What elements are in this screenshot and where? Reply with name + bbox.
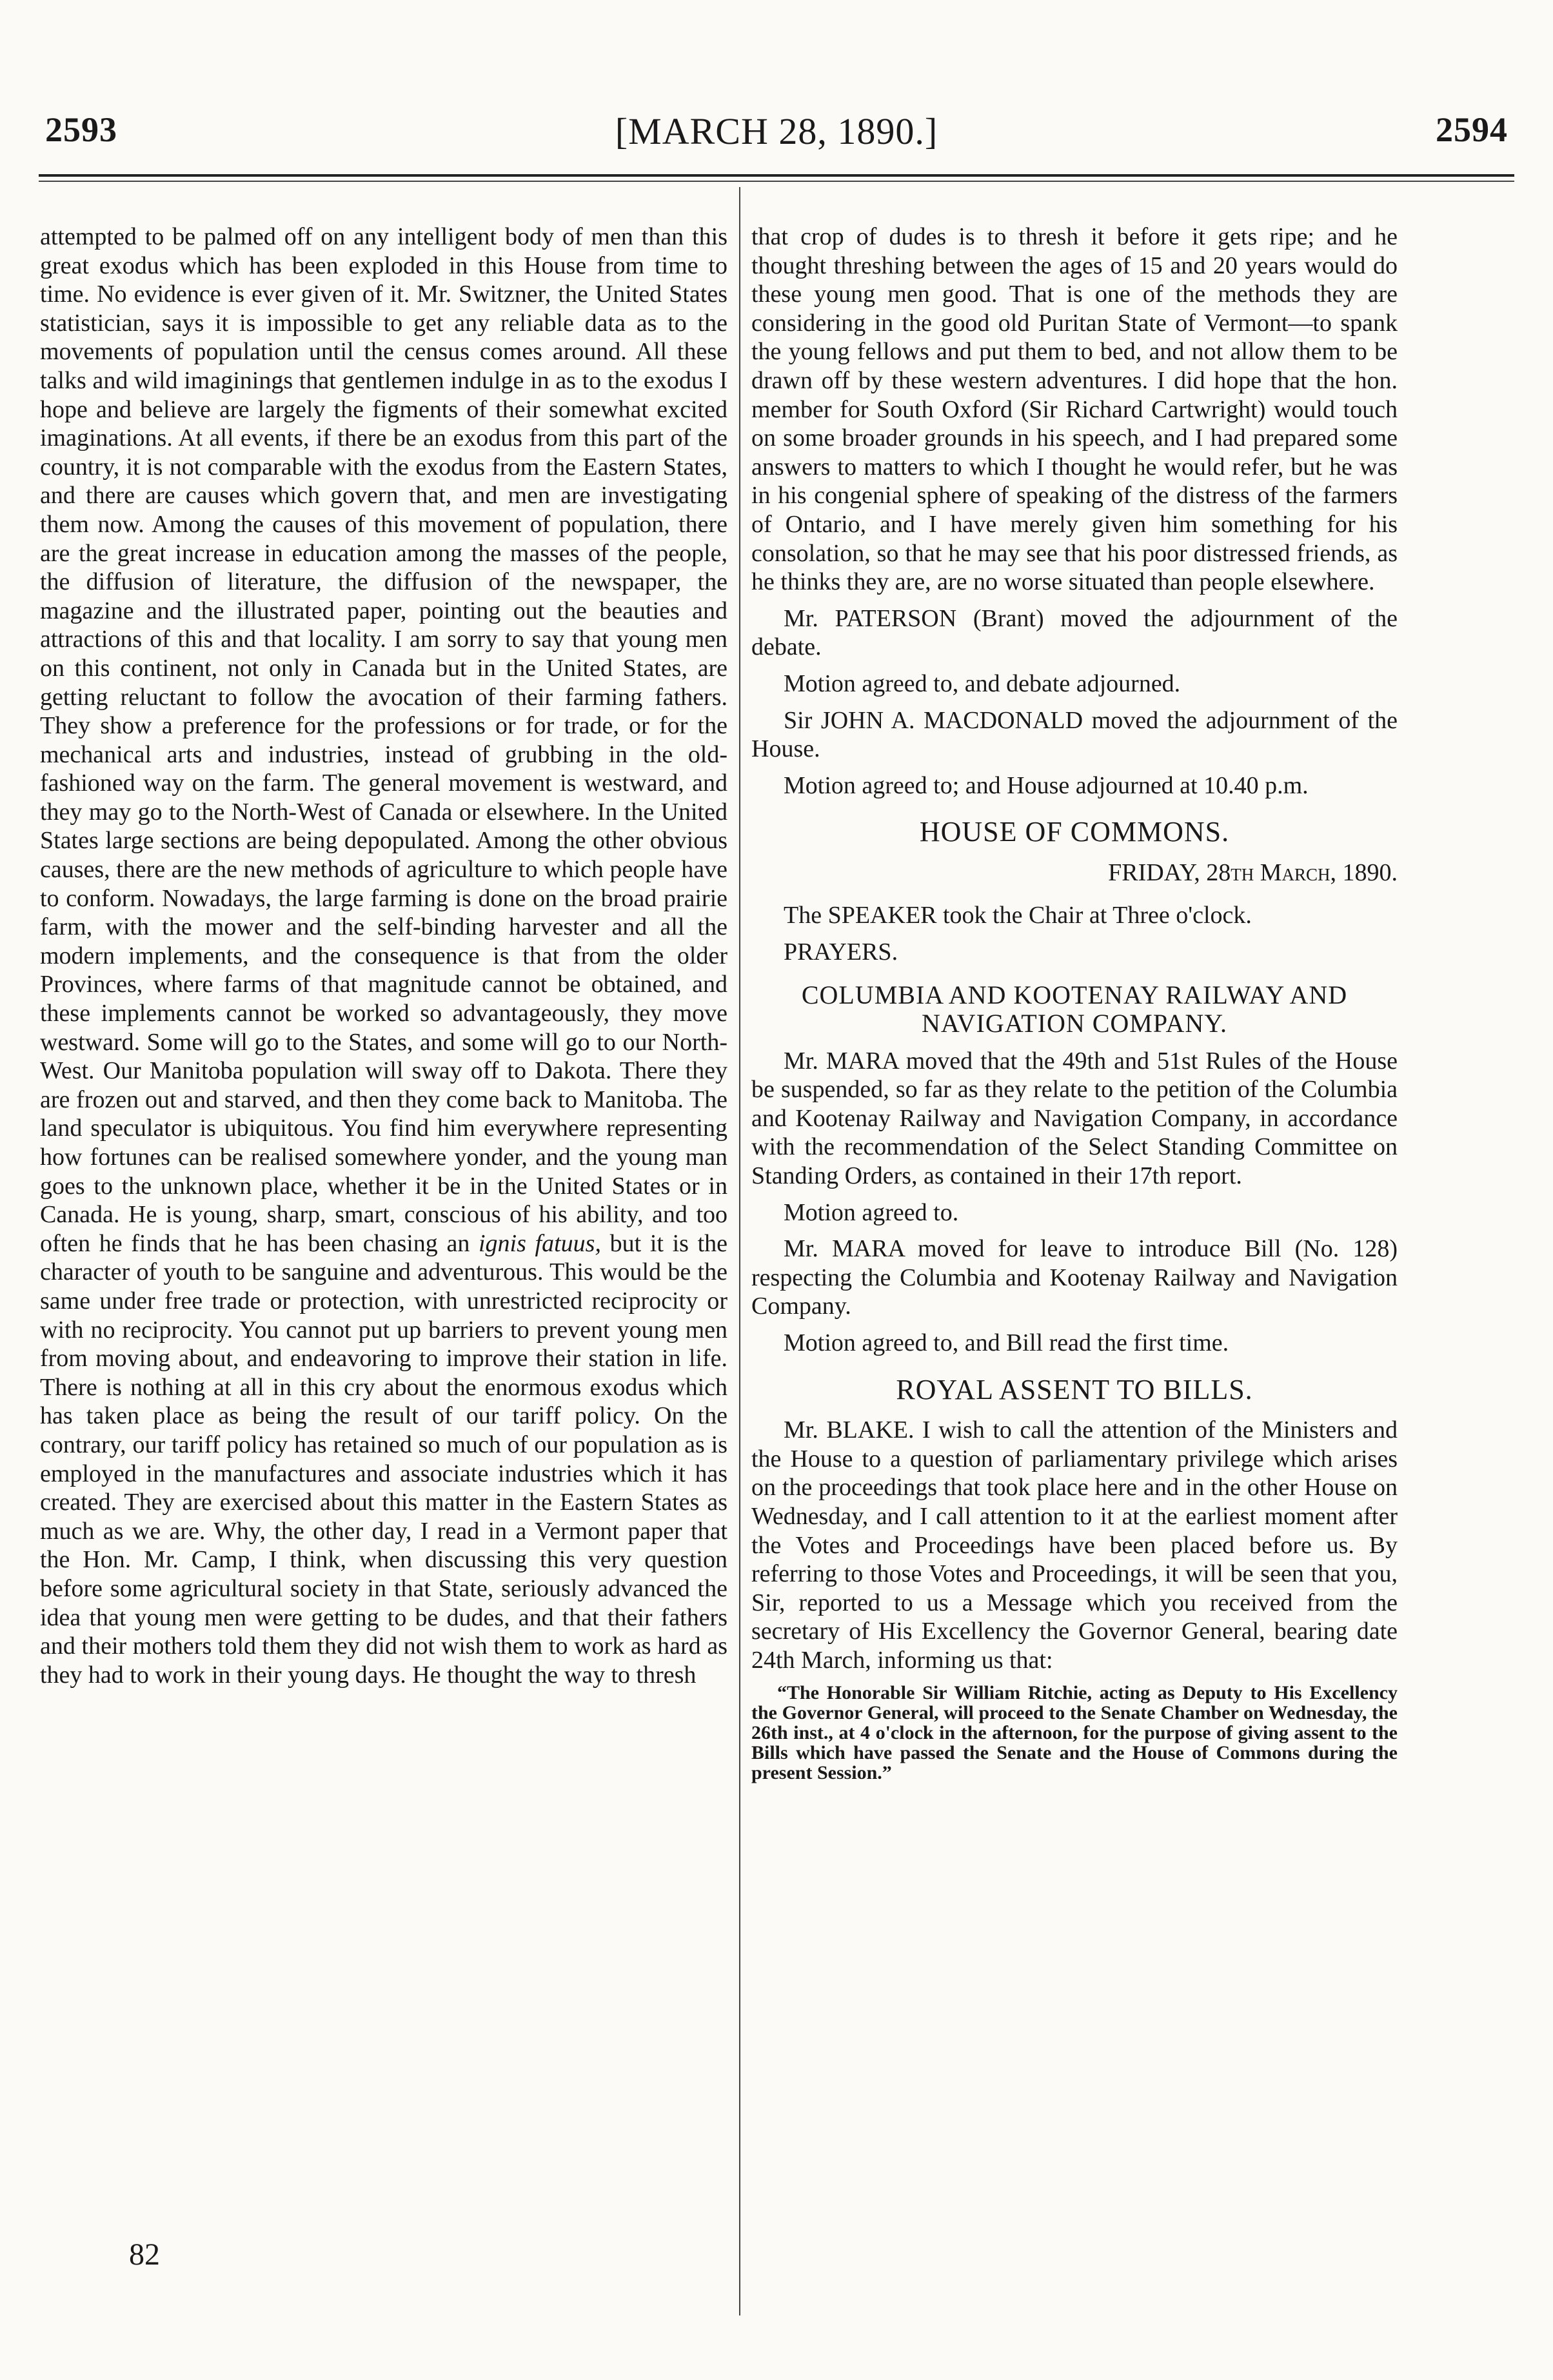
- royal-assent-heading: ROYAL ASSENT TO BILLS.: [896, 1373, 1253, 1405]
- left-page-number: 2593: [45, 110, 117, 149]
- session-dateline: FRIDAY, 28th March, 1890.: [1108, 858, 1398, 886]
- macdonald-motion: Sir JOHN A. MACDONALD moved the adjournment of the House.: [751, 706, 1398, 763]
- header-rule: [39, 174, 1514, 177]
- paterson-motion: Mr. PATERSON (Brant) moved the adjournment of the debate.: [751, 604, 1398, 661]
- bill-first-reading: Motion agreed to, and Bill read the first time.: [784, 1329, 1229, 1356]
- left-column: [40, 223, 727, 1689]
- continued-speech: that crop of dudes is to thresh it before it gets ripe; and he thought threshing between the ages of 15 and 20 years would do these young men good. That is one of the methods they are considering in the good old Puritan State of Vermont—to spank the young fellows and put them to bed, and not allow them to be drawn off by these western adventures. I did hope that the hon. member for South Oxford (Sir Richard Cartwright) would touch on some broader grounds in his speech, and I had prepared some answers to matters to which I thought he would refer, but he was in his congenial sphere of speaking of the distress of the farmers of Ontario, and I have merely given him something for his consolation, so that he may see that his poor distressed friends, as he thinks they are, are no worse situated than people elsewhere.: [751, 223, 1398, 596]
- header-rule-thin: [39, 181, 1514, 182]
- motion-agreed-debate: Motion agreed to, and debate adjourned.: [784, 669, 1181, 697]
- motion-agreed: Motion agreed to.: [784, 1198, 959, 1226]
- speaker-took-chair: The SPEAKER took the Chair at Three o'clock.: [784, 902, 1252, 929]
- house-adjourned: Motion agreed to; and House adjourned at 10.40 p.m.: [784, 771, 1309, 799]
- left-text-body: attempted to be palmed off on any intelligent body of men than this great exodus which has been exploded in this House from time to time. No evidence is ever given of it. Mr. Switzner, the United States statistician, says it is impossible to get any reliable data as to the movements of population until the census comes around. All these talks and wild imaginings that gentlemen indulge in as to the exodus I hope and believe are largely the figments of their somewhat excited imaginations. At all events, if there be an exodus from this part of the country, it is not comparable with the exodus from the Eastern States, and there are causes which govern that, and men are investigating them now. Among the causes of this movement of population, there are the great increase in education among the masses of the people, the diffusion of literature, the diffusion of the newspaper, the magazine and the illustrated paper, pointing out the beauties and attractions of this and that locality. I am sorry to say that young men on this continent, not only in Canada but in the United States, are getting reluctant to follow the avocation of their farming fathers. They show a preference for the professions or for trade, or for the mechanical arts and industries, instead of grubbing in the old-fashioned way on the farm. The general movement is westward, and they may go to the North-West of Canada or elsewhere. In the United States large sections are being depopulated. Among the other obvious causes, there are the new methods of agriculture to which people have to conform. Nowadays, the large farming is done on the broad prairie farm, with the mower and the self-binding harvester and all the modern implements, and the consequence is that from the older Provinces, where farms of that magnitude cannot be obtained, and these implements cannot be worked so advantageously, they move westward. Some will go to the States, and some will go to our North-West. Our Manitoba population will sway off to Dakota. There they are frozen out and starved, and then they come back to Manitoba. The land speculator is ubiquitous. You find him everywhere representing how fortunes can be realised somewhere yonder, and the young man goes to the unknown place, whether it be in the United States or in Canada. He is young, sharp, smart, conscious of his ability, and too often he finds that he has been chasing an: [40, 223, 727, 1257]
- mara-motion-rules: Mr. MARA moved that the 49th and 51st Rules of the House be suspended, so far as they relate to the petition of the Columbia and Kootenay Railway and Navigation Company, in accordance with the recommendation of the Select Standing Committee on Standing Orders, as contained in their 17th report.: [751, 1047, 1398, 1190]
- volume-page-number: 82: [129, 2237, 160, 2272]
- column-divider: [739, 187, 740, 2316]
- latin-phrase: ignis fatuus,: [479, 1229, 601, 1257]
- mara-bill-motion: Mr. MARA moved for leave to introduce Bill (No. 128) respecting the Columbia and Kootenay Railway and Navigation Company.: [751, 1235, 1398, 1320]
- railway-heading: COLUMBIA AND KOOTENAY RAILWAY AND NAVIGATION COMPANY.: [801, 980, 1348, 1038]
- right-page-number: 2594: [1436, 110, 1508, 149]
- house-of-commons-heading: HOUSE OF COMMONS.: [919, 816, 1230, 848]
- blake-speech: Mr. BLAKE. I wish to call the attention of the Ministers and the House to a question of parliamentary privilege which arises on the proceedings that took place here and in the other House on Wednesday, and I call attention to it at the earliest moment after the Votes and Proceedings have been placed before us. By referring to those Votes and Proceedings, it will be seen that you, Sir, reported to us a Message which you received from the secretary of His Excellency the Governor General, bearing date 24th March, informing us that:: [751, 1416, 1398, 1674]
- governor-message-quote: “The Honorable Sir William Ritchie, acting as Deputy to His Excellency the Governor General, will proceed to the Senate Chamber on Wednesday, the 26th inst., at 4 o'clock in the afternoon, for the purpose of giving assent to the Bills which have passed the Senate and the House of Commons during the present Session.”: [751, 1681, 1398, 1783]
- prayers-label: PRAYERS.: [784, 938, 898, 966]
- page-header: [0, 0, 1553, 168]
- right-column: [751, 223, 1398, 1783]
- left-column-text: [40, 223, 727, 1689]
- issue-date: [MARCH 28, 1890.]: [615, 110, 938, 152]
- left-text-continued: but it is the character of youth to be sanguine and adventurous. This would be the same under free trade or protection, with unrestricted reciprocity or with no reciprocity. You cannot put up barriers to prevent young men from moving about, and endeavoring to improve their station in life. There is nothing at all in this cry about the enormous exodus which has taken place as being the result of our tariff policy. On the contrary, our tariff policy has retained so much of our population as is employed in the manufactures and associate industries which it has created. They are exercised about this matter in the Eastern States as much as we are. Why, the other day, I read in a Vermont paper that the Hon. Mr. Camp, I think, when discussing this very question before some agricultural society in that State, seriously advanced the idea that young men were getting to be dudes, and that their fathers and their mothers told them they did not wish them to work as hard as they had to work in their young days. He thought the way to thresh: [40, 1229, 728, 1689]
